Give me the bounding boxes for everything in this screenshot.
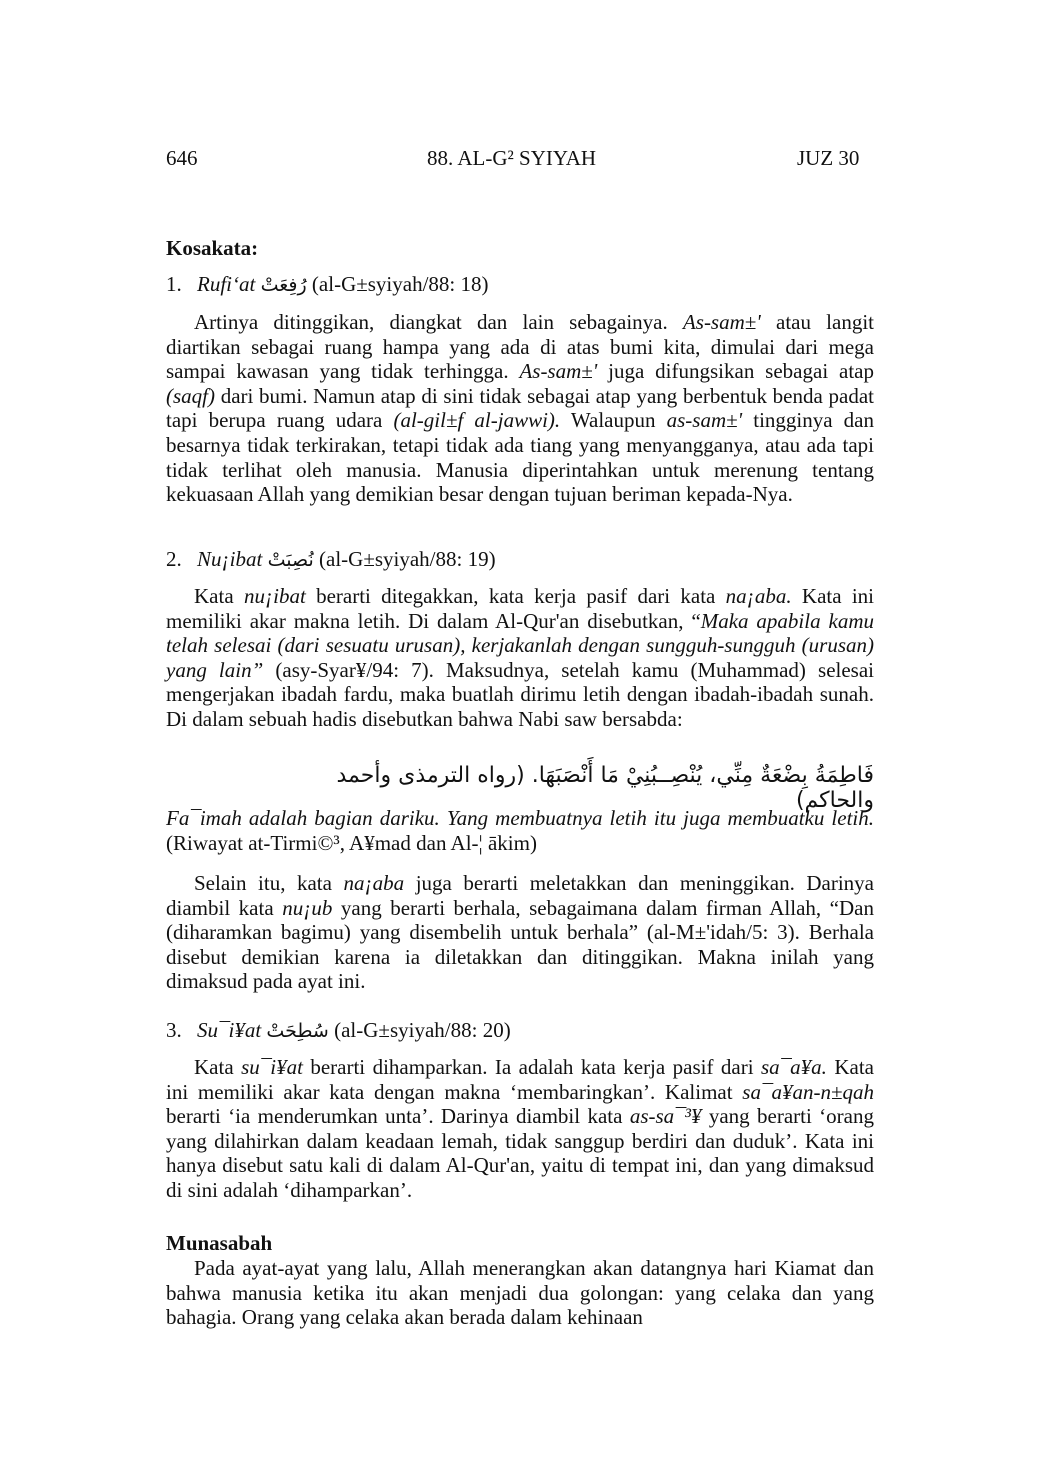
entry-number: 2. bbox=[166, 547, 182, 571]
entry-arabic: نُصِبَتْ bbox=[267, 549, 314, 571]
entry-arabic: سُطِحَتْ bbox=[266, 1020, 329, 1042]
entry-arabic: رُفِعَتْ bbox=[260, 274, 307, 296]
munasabah-paragraph: Pada ayat-ayat yang lalu, Allah menerangkan akan datangnya hari Kiamat dan bahwa manusia ketika itu akan menjadi dua golongan: yang celaka dan yang bahagia. Orang yang celaka akan berada dalam kehinaan bbox=[166, 1256, 874, 1330]
entry-1-paragraph: Artinya ditinggikan, diangkat dan lain sebagainya. As-sam±' atau langit diartikan sebagai ruang hampa yang ada di atas bumi kita, dimulai dari mega sampai kawasan yang tidak terhingga. As-sam±' juga difungsikan sebagai atap (saqf) dari bumi. Namun atap di sini tidak sebagai atap yang berbentuk benda padat tapi berupa ruang udara (al-gil±f al-jawwi). Walaupun as-sam±' tingginya dan besarnya tidak terkirakan, tetapi tidak ada tiang yang menyangganya, atau ada tapi tidak terlihat oleh manusia. Manusia diperintahkan untuk merenung tentang kekuasaan Allah yang demikian besar dengan tujuan beriman kepada-Nya. bbox=[166, 310, 874, 507]
entry-reference: (al-G±syiyah/88: 20) bbox=[334, 1018, 511, 1042]
entry-2-paragraph-2: Selain itu, kata na¡aba juga berarti meletakkan dan meninggikan. Darinya diambil kata nu¡ub yang berarti berhala, sebagaimana dalam firman Allah, “Dan (diharamkan bagimu) yang disembelih untuk berhala” (al-M±'idah/5: 3). Berhala disebut demikian karena ia diletakkan dan ditinggikan. Makna inilah yang dimaksud pada ayat ini. bbox=[166, 871, 874, 994]
hadith-arabic: فَاطِمَةُ بِضْعَةٌ مِنِّي، يُنْصِــبُنِيْ مَا أَنْصَبَهَا. (رواه الترمذى وأحمد والحاكم) bbox=[336, 763, 874, 813]
juz-label: JUZ 30 bbox=[797, 146, 860, 170]
vocab-entry-1 bbox=[166, 271, 489, 298]
entry-reference: (al-G±syiyah/88: 18) bbox=[311, 272, 489, 296]
kosakata-heading: Kosakata: bbox=[166, 236, 259, 260]
entry-number: 3. bbox=[166, 1018, 182, 1042]
vocab-entry-2 bbox=[166, 546, 496, 573]
entry-term: Su¯i¥at bbox=[197, 1018, 262, 1042]
munasabah-heading: Munasabah bbox=[166, 1231, 273, 1255]
entry-term: Nu¡ibat bbox=[197, 547, 263, 571]
entry-3-paragraph: Kata su¯i¥at berarti dihamparkan. Ia adalah kata kerja pasif dari sa¯a¥a. Kata ini memiliki akar kata dengan makna ‘membaringkan’. Kalimat sa¯a¥an-n±qah berarti ‘ia menderumkan unta’. Darinya diambil kata as-sa¯³¥ yang berarti ‘orang yang dilahirkan dalam keadaan lemah, tidak sanggup berdiri dan duduk’. Kata ini hanya disebut satu kali di dalam Al-Qur'an, yaitu di tempat ini, dan yang dimaksud di sini adalah ‘dihamparkan’. bbox=[166, 1055, 874, 1202]
surah-title: 88. AL-G² SYIYAH bbox=[427, 146, 597, 170]
entry-term: Rufi‘at bbox=[197, 272, 256, 296]
vocab-entry-3 bbox=[166, 1017, 511, 1044]
entry-2-paragraph: Kata nu¡ibat berarti ditegakkan, kata kerja pasif dari kata na¡aba. Kata ini memiliki akar makna letih. Di dalam Al-Qur'an disebutkan, “Maka apabila kamu telah selesai (dari sesuatu urusan), kerjakanlah dengan sungguh-sungguh (urusan) yang lain” (asy-Syar¥/94: 7). Maksudnya, setelah kamu (Muhammad) selesai mengerjakan ibadah fardu, maka buatlah dirimu letih dengan ibadah-ibadah sunah. Di dalam sebuah hadis disebutkan bahwa Nabi saw bersabda: bbox=[166, 584, 875, 731]
page-number: 646 bbox=[166, 146, 198, 170]
hadith-translation: Fa¯imah adalah bagian dariku. Yang membuatnya letih itu juga membuatku letih. (Riwayat at-Tirmi©³, A¥mad dan Al-¦ ākim) bbox=[166, 806, 874, 855]
entry-reference: (al-G±syiyah/88: 19) bbox=[319, 547, 496, 571]
entry-number: 1. bbox=[166, 272, 182, 296]
